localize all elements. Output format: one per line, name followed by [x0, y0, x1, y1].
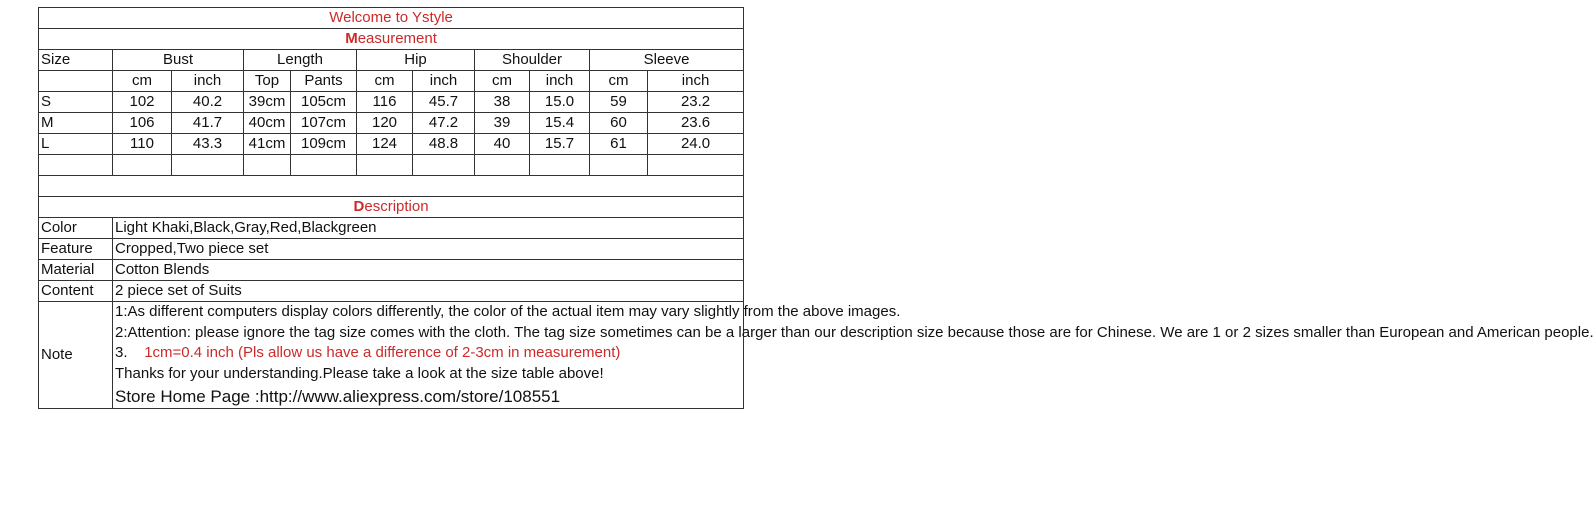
size-label: L — [39, 134, 113, 155]
note-line-3-text: 1cm=0.4 inch (Pls allow us have a difference of 2-3cm in measurement) — [144, 344, 621, 361]
table-cell: 39 — [475, 113, 530, 134]
table-cell: 24.0 — [648, 134, 744, 155]
table-cell: 15.7 — [530, 134, 590, 155]
table-cell: 38 — [475, 92, 530, 113]
table-cell: 45.7 — [413, 92, 475, 113]
detail-value: Light Khaki,Black,Gray,Red,Blackgreen — [113, 218, 744, 239]
note-row — [39, 302, 744, 409]
store-home-page-link[interactable]: Store Home Page :http://www.aliexpress.com/store/108551 — [115, 387, 561, 406]
table-cell: 124 — [357, 134, 413, 155]
note-line-1: 1:As different computers display colors differently, the color of the actual item may vary slightly from the above images. — [115, 303, 901, 320]
table-cell: 40cm — [244, 113, 291, 134]
size-label: S — [39, 92, 113, 113]
table-cell: 59 — [590, 92, 648, 113]
subheader-cell: cm — [475, 71, 530, 92]
table-cell: 43.3 — [172, 134, 244, 155]
table-cell: 15.4 — [530, 113, 590, 134]
empty-cell — [39, 155, 113, 176]
title-row — [39, 8, 744, 29]
description-rest: escription — [364, 198, 429, 215]
detail-row-feature — [39, 239, 744, 260]
subheader-empty — [39, 71, 113, 92]
table-cell: 60 — [590, 113, 648, 134]
size-row-m — [39, 113, 744, 134]
bust-header: Bust — [113, 50, 244, 71]
description-initial: D — [353, 198, 365, 215]
table-cell: 41cm — [244, 134, 291, 155]
table-cell: 107cm — [291, 113, 357, 134]
detail-label: Color — [39, 218, 113, 239]
table-cell: 15.0 — [530, 92, 590, 113]
detail-label: Feature — [39, 239, 113, 260]
table-cell: 39cm — [244, 92, 291, 113]
subheader-cell: inch — [413, 71, 475, 92]
table-cell: 23.2 — [648, 92, 744, 113]
subheader-cell: cm — [357, 71, 413, 92]
empty-row — [39, 155, 744, 176]
table-cell: 109cm — [291, 134, 357, 155]
description-row — [39, 197, 744, 218]
table-cell: 106 — [113, 113, 172, 134]
table-cell: 40.2 — [172, 92, 244, 113]
table-cell: 102 — [113, 92, 172, 113]
subheader-cell: inch — [648, 71, 744, 92]
sleeve-header: Sleeve — [590, 50, 744, 71]
size-row-s — [39, 92, 744, 113]
detail-value: Cropped,Two piece set — [113, 239, 744, 260]
empty-cell — [113, 155, 172, 176]
detail-value: 2 piece set of Suits — [113, 281, 744, 302]
size-header: Size — [39, 50, 113, 71]
shoulder-header: Shoulder — [475, 50, 590, 71]
note-content — [113, 302, 1594, 409]
note-label: Note — [39, 302, 113, 409]
spacer-row — [39, 176, 744, 197]
size-chart-table — [38, 7, 1594, 409]
header-row — [39, 50, 744, 71]
table-cell: 105cm — [291, 92, 357, 113]
note-line-3 — [115, 343, 741, 364]
detail-row-material — [39, 260, 744, 281]
detail-label: Material — [39, 260, 113, 281]
empty-cell — [530, 155, 590, 176]
measurement-rest: easurement — [357, 30, 437, 47]
note-line-2: 2:Attention: please ignore the tag size comes with the cloth. The tag size sometimes can be a larger than our description size because those are for Chinese. We are 1 or 2 sizes smaller than European and American people. — [115, 323, 1594, 341]
table-cell: 47.2 — [413, 113, 475, 134]
measurement-row — [39, 29, 744, 50]
table-cell: 40 — [475, 134, 530, 155]
note-line-4: Thanks for your understanding.Please take a look at the size table above! — [115, 364, 604, 382]
subheader-cell: cm — [113, 71, 172, 92]
detail-value: Cotton Blends — [113, 260, 744, 281]
size-row-l — [39, 134, 744, 155]
subheader-cell: inch — [172, 71, 244, 92]
subheader-cell: inch — [530, 71, 590, 92]
measurement-heading — [39, 29, 744, 50]
spacer-cell — [39, 176, 744, 197]
empty-cell — [244, 155, 291, 176]
shop-title: Welcome to Ystyle — [39, 8, 744, 29]
note-line-3-number: 3. — [115, 344, 128, 361]
empty-cell — [357, 155, 413, 176]
table-cell: 116 — [357, 92, 413, 113]
detail-row-color — [39, 218, 744, 239]
measurement-initial: M — [345, 30, 358, 47]
subheader-cell: Top — [244, 71, 291, 92]
table-cell: 120 — [357, 113, 413, 134]
detail-label: Content — [39, 281, 113, 302]
empty-cell — [172, 155, 244, 176]
detail-row-content — [39, 281, 744, 302]
size-label: M — [39, 113, 113, 134]
table-cell: 23.6 — [648, 113, 744, 134]
description-heading — [39, 197, 744, 218]
empty-cell — [590, 155, 648, 176]
length-header: Length — [244, 50, 357, 71]
subheader-row — [39, 71, 744, 92]
empty-cell — [648, 155, 744, 176]
subheader-cell: cm — [590, 71, 648, 92]
hip-header: Hip — [357, 50, 475, 71]
table-cell: 41.7 — [172, 113, 244, 134]
table-cell: 61 — [590, 134, 648, 155]
table-cell: 48.8 — [413, 134, 475, 155]
subheader-cell: Pants — [291, 71, 357, 92]
table-cell: 110 — [113, 134, 172, 155]
empty-cell — [475, 155, 530, 176]
empty-cell — [413, 155, 475, 176]
empty-cell — [291, 155, 357, 176]
